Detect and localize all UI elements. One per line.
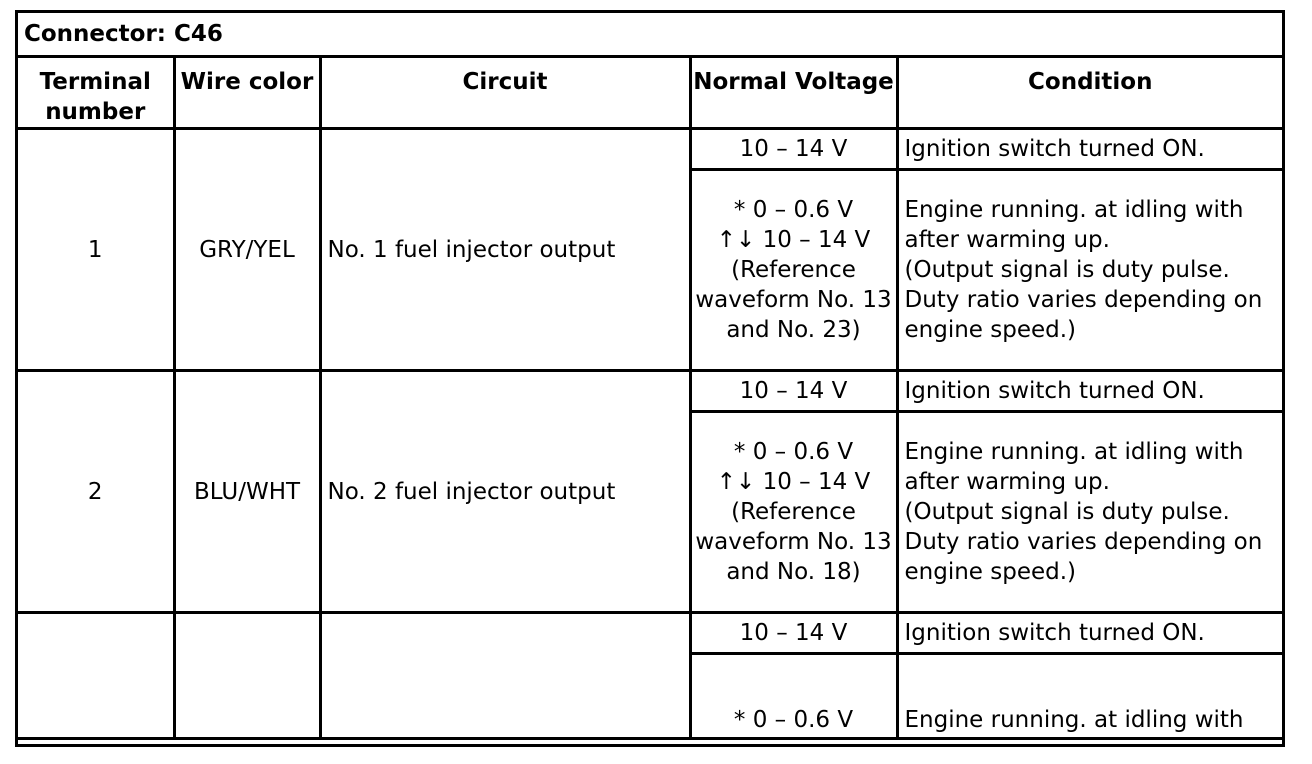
condition-cell: Engine running. at idling with — [897, 654, 1282, 739]
voltage-low: * 0 – 0.6 V — [733, 439, 854, 465]
header-circuit: Circuit — [320, 57, 690, 129]
header-terminal-number: Terminal number — [18, 57, 174, 129]
terminal-number-cell — [18, 613, 174, 739]
wire-color-cell: BLU/WHT — [174, 371, 320, 613]
terminal-number-cell: 1 — [18, 129, 174, 371]
circuit-cell — [320, 613, 690, 739]
circuit-cell: No. 2 fuel injector output — [320, 371, 690, 613]
voltage-cell — [690, 412, 897, 613]
reference-waveform: (Reference waveform No. 13 and No. 23) — [695, 257, 892, 343]
wire-color-cell: GRY/YEL — [174, 129, 320, 371]
header-normal-voltage: Normal Voltage — [690, 57, 897, 129]
table-row — [18, 371, 1282, 412]
table-row — [18, 613, 1282, 654]
condition-text: Engine running. at idling with after warming up. — [904, 439, 1244, 495]
reference-waveform: (Reference waveform No. 13 and No. 18) — [695, 499, 892, 585]
condition-note: (Output signal is duty pulse. Duty ratio varies depending on engine speed.) — [904, 257, 1263, 343]
connector-table-frame — [15, 10, 1285, 747]
condition-cell — [897, 412, 1282, 613]
voltage-cell: * 0 – 0.6 V — [690, 654, 897, 739]
condition-cell: Ignition switch turned ON. — [897, 371, 1282, 412]
condition-text: Engine running. at idling with after warming up. — [904, 197, 1244, 253]
voltage-cell — [690, 170, 897, 371]
condition-cell: Ignition switch turned ON. — [897, 129, 1282, 170]
header-row — [18, 57, 1282, 129]
wire-color-cell — [174, 613, 320, 739]
connector-table — [18, 13, 1282, 740]
voltage-cell: 10 – 14 V — [690, 129, 897, 170]
header-wire-color: Wire color — [174, 57, 320, 129]
voltage-high: ↑↓ 10 – 14 V — [716, 227, 871, 253]
voltage-cell: 10 – 14 V — [690, 371, 897, 412]
condition-note: (Output signal is duty pulse. Duty ratio varies depending on engine speed.) — [904, 499, 1263, 585]
table-row — [18, 129, 1282, 170]
circuit-cell: No. 1 fuel injector output — [320, 129, 690, 371]
header-condition: Condition — [897, 57, 1282, 129]
voltage-high: ↑↓ 10 – 14 V — [716, 469, 871, 495]
table-caption: Connector: C46 — [18, 13, 1282, 57]
voltage-low: * 0 – 0.6 V — [733, 197, 854, 223]
condition-cell: Ignition switch turned ON. — [897, 613, 1282, 654]
voltage-cell: 10 – 14 V — [690, 613, 897, 654]
condition-cell — [897, 170, 1282, 371]
terminal-number-cell: 2 — [18, 371, 174, 613]
